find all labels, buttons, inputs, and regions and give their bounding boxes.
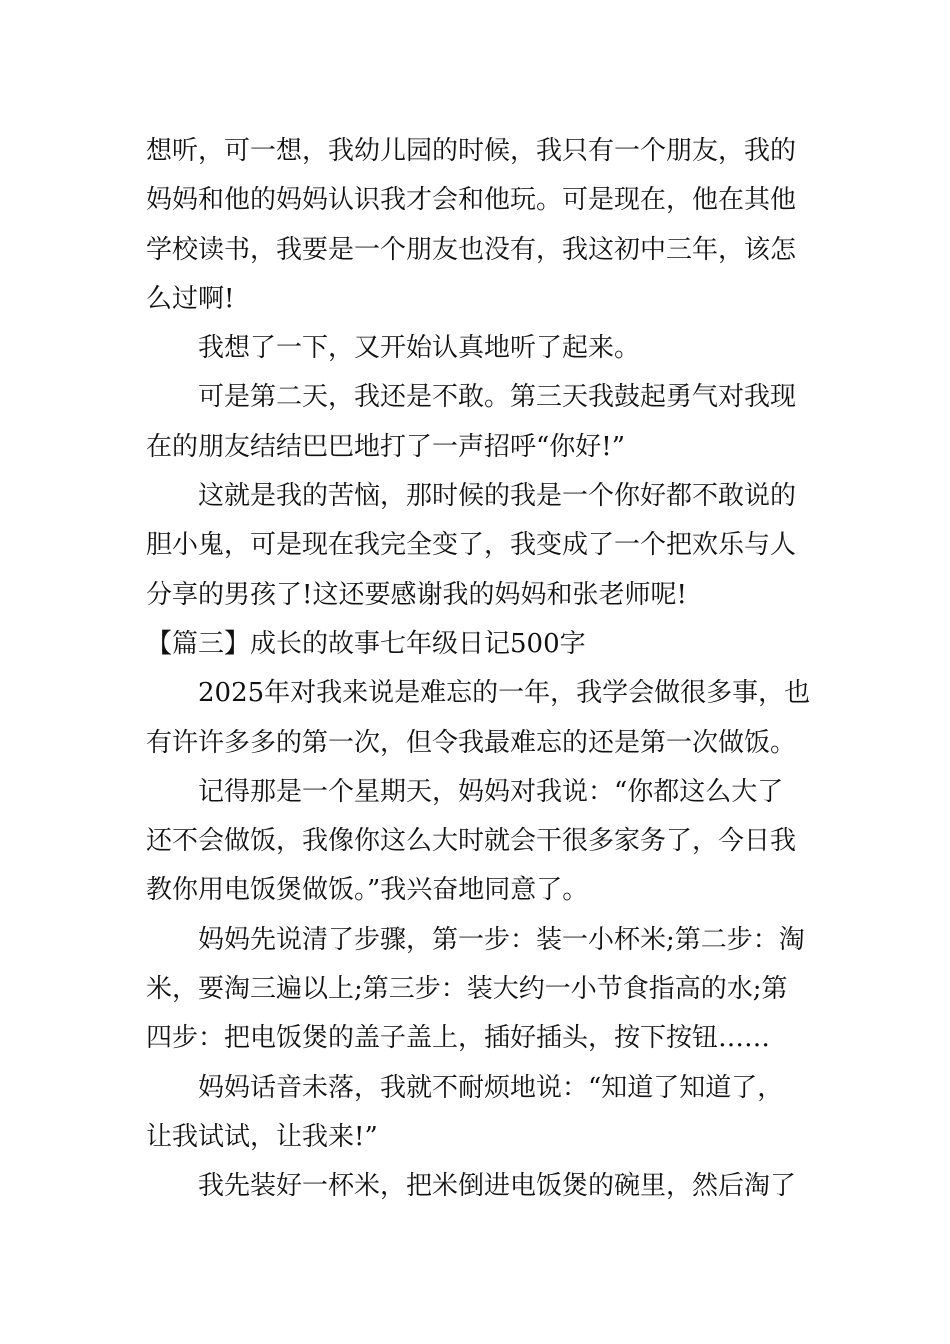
- text-line: 四步：把电饭煲的盖子盖上，插好插头，按下按钮……: [146, 1023, 771, 1054]
- text-line: 教你用电饭煲做饭。”我兴奋地同意了。: [146, 875, 589, 906]
- text-line: 还不会做饭，我像你这么大时就会干很多家务了，今日我: [146, 826, 797, 857]
- document-page: [146, 127, 811, 1212]
- text-line: 米，要淘三遍以上;第三步：装大约一小节食指高的水;第: [146, 974, 788, 1005]
- text-line: 这就是我的苦恼，那时候的我是一个你好都不敢说的: [198, 481, 797, 512]
- text-line: 我先装好一杯米，把米倒进电饭煲的碗里，然后淘了: [198, 1171, 797, 1202]
- text-line: 妈妈先说清了步骤，第一步：装一小杯米;第二步：淘: [198, 924, 805, 955]
- text-line: 有许许多多的第一次，但令我最难忘的还是第一次做饭。: [146, 727, 797, 758]
- text-line: 学校读书，我要是一个朋友也没有，我这初中三年，该怎: [146, 234, 797, 265]
- text-line: 想听，可一想，我幼儿园的时候，我只有一个朋友，我的: [146, 136, 797, 166]
- text-line: 可是第二天，我还是不敢。第三天我鼓起勇气对我现: [198, 382, 797, 413]
- text-line: 在的朋友结结巴巴地打了一声招呼“你好!”: [146, 431, 626, 462]
- text-line: 2025年对我来说是难忘的一年，我学会做很多事，也: [198, 678, 811, 709]
- text-line: 分享的男孩了!这还要感谢我的妈妈和张老师呢!: [146, 579, 687, 610]
- text-line: 妈妈和他的妈妈认识我才会和他玩。可是现在，他在其他: [146, 185, 797, 216]
- text-line: 么过啊!: [146, 283, 235, 314]
- section-heading: 【篇三】成长的故事七年级日记500字: [146, 628, 586, 659]
- text-line: 妈妈话音未落，我就不耐烦地说：“知道了知道了，: [198, 1072, 784, 1103]
- text-line: 胆小鬼，可是现在我完全变了，我变成了一个把欢乐与人: [146, 530, 797, 561]
- text-line: 记得那是一个星期天，妈妈对我说：“你都这么大了: [198, 776, 784, 807]
- text-line: 我想了一下，又开始认真地听了起来。: [198, 333, 641, 364]
- text-line: 让我试试，让我来!”: [146, 1121, 378, 1152]
